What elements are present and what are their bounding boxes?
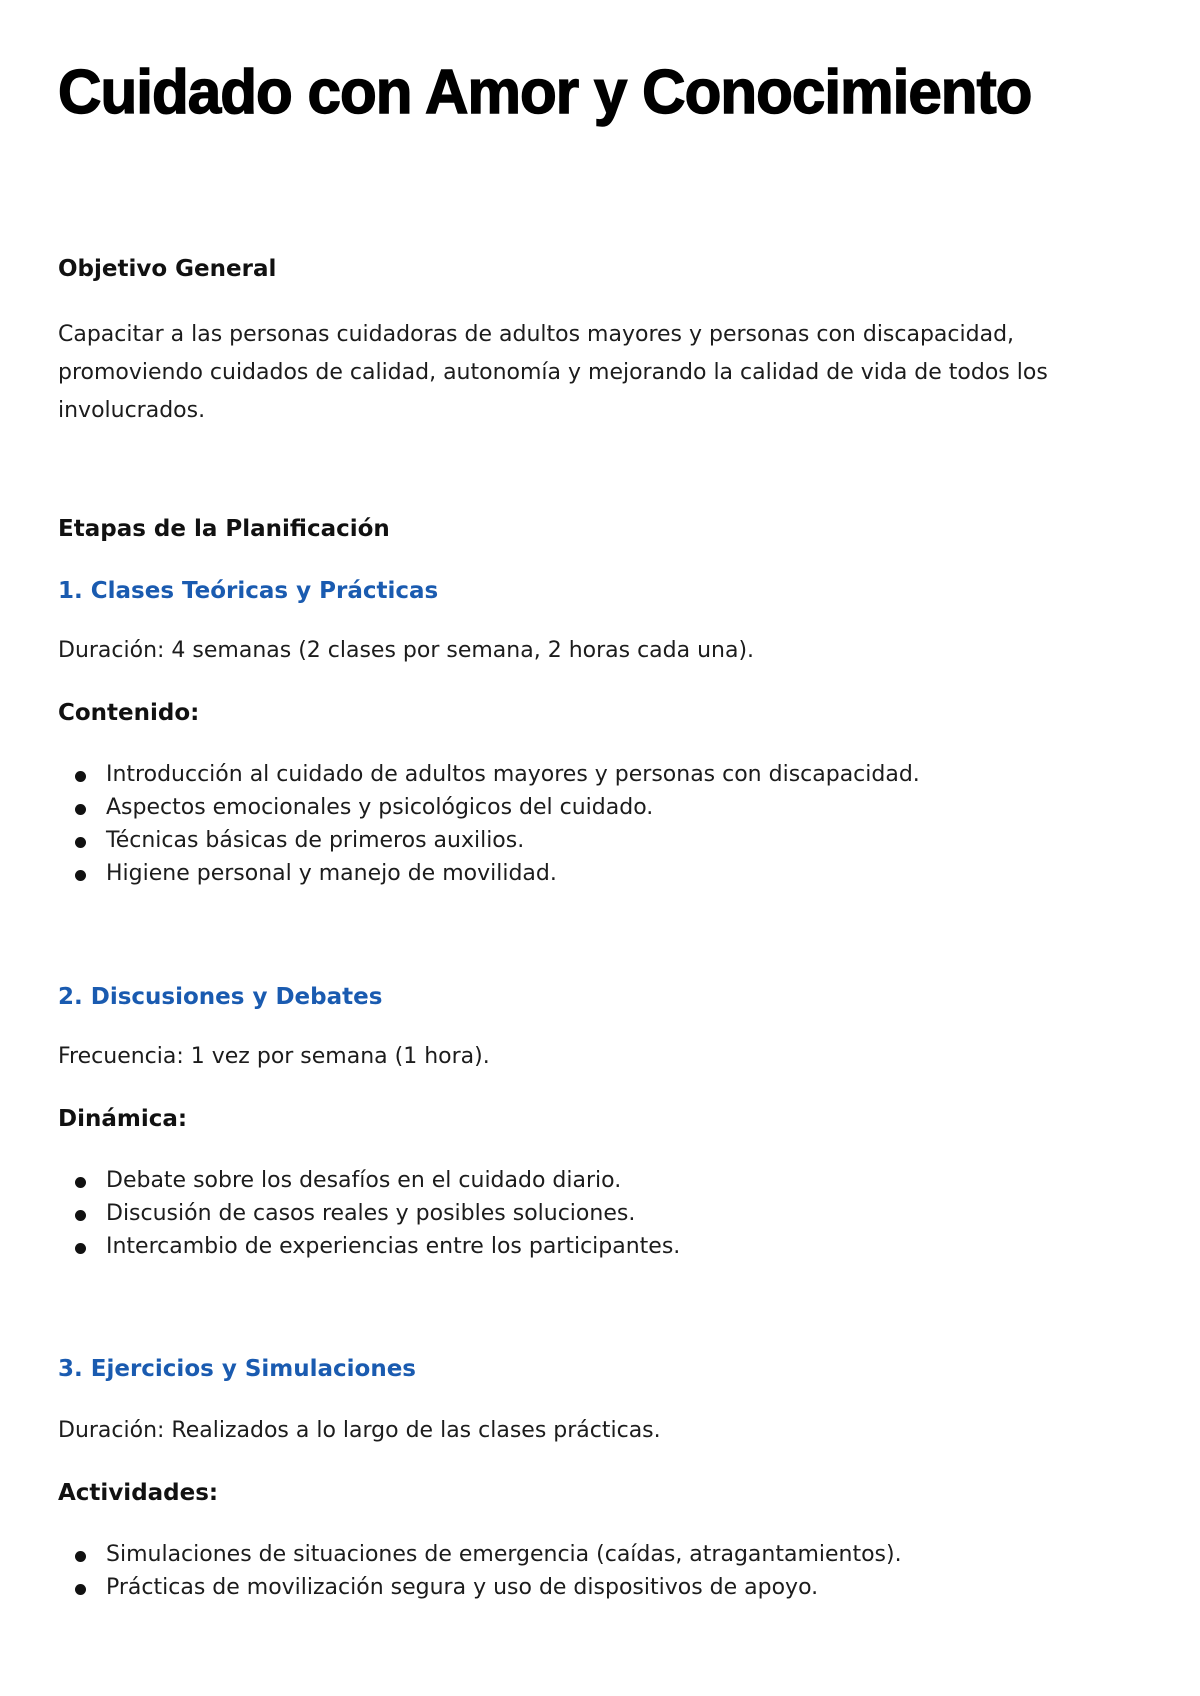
section-1-info: Duración: 4 semanas (2 clases por semana, 2 horas cada una). xyxy=(58,638,755,663)
bullet-icon xyxy=(75,804,86,815)
bullet-icon xyxy=(75,771,86,782)
section-3-info: Duración: Realizados a lo largo de las clases prácticas. xyxy=(58,1418,661,1443)
list-item: Técnicas básicas de primeros auxilios. xyxy=(58,824,920,857)
section-1-heading: 1. Clases Teóricas y Prácticas xyxy=(58,578,439,604)
bullet-icon xyxy=(75,870,86,881)
bullet-icon xyxy=(75,837,86,848)
bullet-icon xyxy=(75,1551,86,1562)
bullet-icon xyxy=(75,1584,86,1595)
section-3-subheading: Actividades: xyxy=(58,1480,219,1506)
list-item: Prácticas de movilización segura y uso de dispositivos de apoyo. xyxy=(58,1571,902,1604)
list-item: Introducción al cuidado de adultos mayores y personas con discapacidad. xyxy=(58,758,920,791)
objective-heading: Objetivo General xyxy=(58,256,277,282)
section-2-subheading: Dinámica: xyxy=(58,1106,188,1132)
objective-text: Capacitar a las personas cuidadoras de adultos mayores y personas con discapacidad, promoviendo cuidados de calidad, autonomía y mejorando la calidad de vida de todos los involucrados. xyxy=(58,322,1048,423)
section-2-heading: 2. Discusiones y Debates xyxy=(58,984,383,1010)
bullet-icon xyxy=(75,1210,86,1221)
list-item: Debate sobre los desafíos en el cuidado diario. xyxy=(58,1164,680,1197)
section-2-list xyxy=(58,1164,680,1263)
list-item: Intercambio de experiencias entre los participantes. xyxy=(58,1230,680,1263)
list-item: Higiene personal y manejo de movilidad. xyxy=(58,857,920,890)
section-2-info: Frecuencia: 1 vez por semana (1 hora). xyxy=(58,1044,490,1069)
list-item: Simulaciones de situaciones de emergencia (caídas, atragantamientos). xyxy=(58,1538,902,1571)
bullet-icon xyxy=(75,1177,86,1188)
stages-heading: Etapas de la Planificación xyxy=(58,516,390,542)
section-3-heading: 3. Ejercicios y Simulaciones xyxy=(58,1356,416,1382)
section-1-subheading: Contenido: xyxy=(58,700,200,726)
document-title: Cuidado con Amor y Conocimiento xyxy=(58,58,1032,127)
bullet-icon xyxy=(75,1243,86,1254)
list-item: Aspectos emocionales y psicológicos del cuidado. xyxy=(58,791,920,824)
section-3-list xyxy=(58,1538,902,1604)
section-1-list xyxy=(58,758,920,890)
list-item: Discusión de casos reales y posibles soluciones. xyxy=(58,1197,680,1230)
